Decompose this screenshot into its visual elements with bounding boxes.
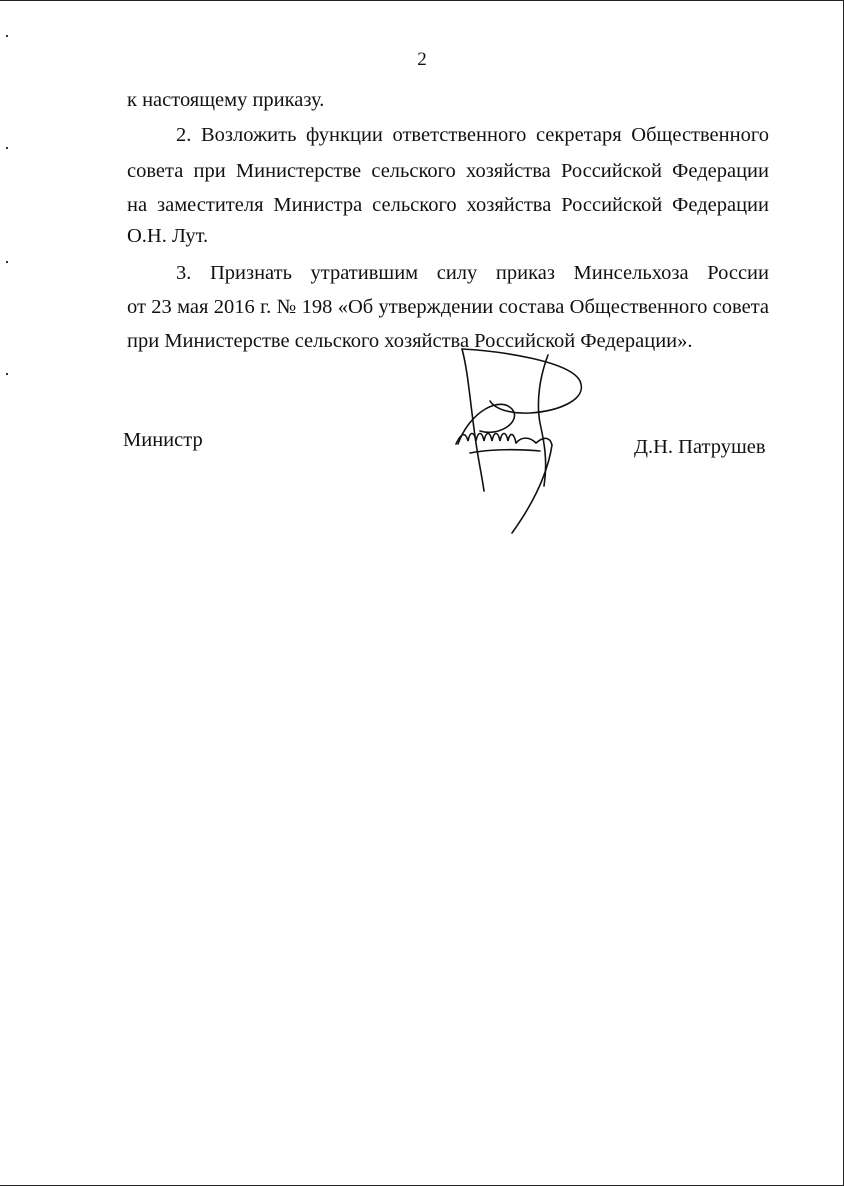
page-number: 2 [417, 49, 427, 70]
item-3-line-2: от 23 мая 2016 г. № 198 «Об утверждении состава Общественного совета [127, 296, 769, 318]
item-3-line-3: при Министерстве сельского хозяйства Российской Федерации». [127, 330, 693, 352]
signatory-position: Министр [123, 429, 203, 451]
item-2-line-3: на заместителя Министра сельского хозяйства Российской Федерации [127, 194, 769, 216]
item-2-line-2: совета при Министерстве сельского хозяйства Российской Федерации [127, 160, 769, 182]
signature-icon [440, 341, 590, 541]
signatory-name: Д.Н. Патрушев [634, 436, 766, 458]
continuation-line: к настоящему приказу. [127, 89, 325, 111]
scan-mark [6, 35, 8, 37]
scan-mark [6, 261, 8, 263]
item-3-line-1: 3. Признать утратившим силу приказ Минсельхоза России [176, 262, 769, 284]
scan-mark [6, 147, 8, 149]
scan-mark [6, 373, 8, 375]
item-2-line-1: 2. Возложить функции ответственного секретаря Общественного [176, 124, 769, 146]
item-2-line-4: О.Н. Лут. [127, 225, 209, 247]
